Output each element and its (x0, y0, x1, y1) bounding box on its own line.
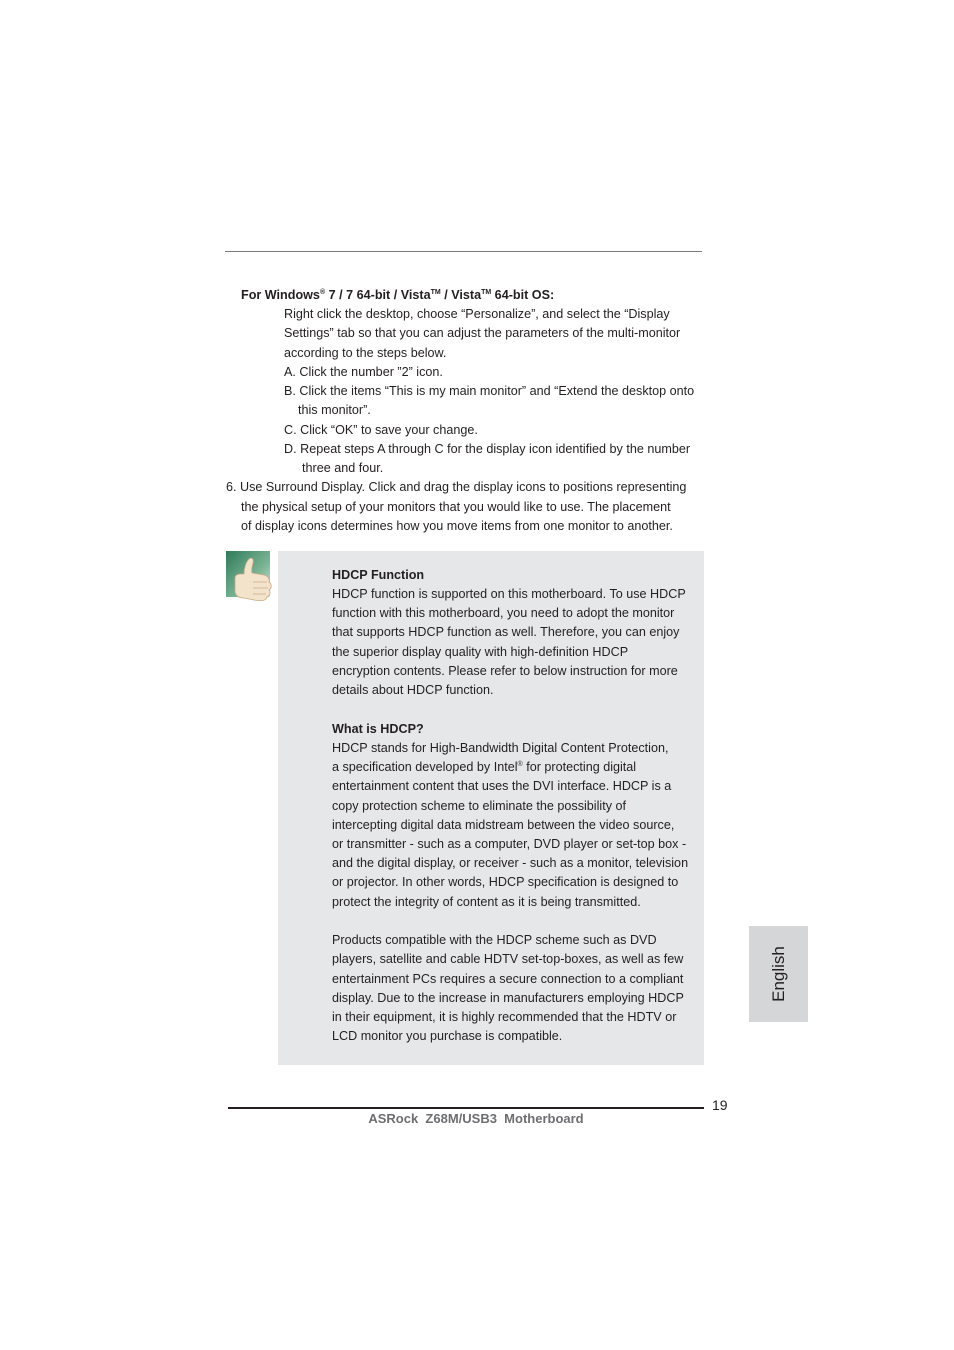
step-b: B. Click the items “This is my main monitor” and “Extend the desktop onto (284, 384, 695, 398)
note-line: protect the integrity of content as it is being transmitted. (332, 895, 641, 909)
note-line: entertainment PCs requires a secure connection to a compliant (332, 972, 684, 986)
note-line: HDCP function is supported on this motherboard. To use HDCP (332, 587, 686, 601)
note-line: function with this motherboard, you need to adopt the monitor (332, 606, 675, 620)
language-tab (749, 926, 808, 1022)
note-line: and the digital display, or receiver - such as a monitor, television (332, 856, 689, 870)
note-line: in their equipment, it is highly recommended that the HDTV or (332, 1010, 677, 1024)
step-c: C. Click “OK” to save your change. (284, 423, 478, 437)
what-is-hdcp-title: What is HDCP? (332, 722, 424, 736)
note-line: or transmitter - such as a computer, DVD player or set-top box - (332, 837, 687, 851)
body-line: Settings” tab so that you can adjust the parameters of the multi-monitor (284, 326, 681, 340)
note-line: display. Due to the increase in manufacturers employing HDCP (332, 991, 684, 1005)
note-line: or projector. In other words, HDCP specification is designed to (332, 875, 679, 889)
note-line: a specification developed by Intel® for protecting digital (332, 760, 637, 774)
note-line: HDCP stands for High-Bandwidth Digital Content Protection, (332, 741, 669, 755)
thumbs-up-icon (226, 551, 282, 603)
step-d: D. Repeat steps A through C for the display icon identified by the number (284, 442, 691, 456)
step6-line: the physical setup of your monitors that you would like to use. The placement (241, 500, 671, 514)
step6-line: of display icons determines how you move items from one monitor to another. (241, 519, 673, 533)
footer-divider (228, 1107, 704, 1109)
hdcp-function-title: HDCP Function (332, 568, 425, 582)
step-b-cont: this monitor”. (298, 403, 371, 417)
note-line: entertainment content that uses the DVI interface. HDCP is a (332, 779, 672, 793)
note-line: copy protection scheme to eliminate the possibility of (332, 799, 627, 813)
language-tab-label: English (768, 946, 788, 1002)
note-line: details about HDCP function. (332, 683, 494, 697)
body-line: according to the steps below. (284, 346, 447, 360)
step6-line: 6. Use Surround Display. Click and drag the display icons to positions representing (226, 480, 687, 494)
step-d-cont: three and four. (302, 461, 384, 475)
note-line: that supports HDCP function as well. Therefore, you can enjoy (332, 625, 680, 639)
note-line: Products compatible with the HDCP scheme such as DVD (332, 933, 657, 947)
note-line: the superior display quality with high-definition HDCP (332, 645, 629, 659)
top-divider (225, 251, 702, 252)
page-number: 19 (712, 1097, 728, 1113)
footer-title: ASRock Z68M/USB3 Motherboard (368, 1111, 584, 1126)
note-line: LCD monitor you purchase is compatible. (332, 1029, 563, 1043)
note-line: players, satellite and cable HDTV set-top-boxes, as well as few (332, 952, 684, 966)
note-line: encryption contents. Please refer to below instruction for more (332, 664, 678, 678)
step-a: A. Click the number ”2” icon. (284, 365, 443, 379)
body-line: Right click the desktop, choose “Personalize”, and select the “Display (284, 307, 670, 321)
note-line: intercepting digital data midstream between the video source, (332, 818, 675, 832)
windows-os-heading: For Windows® 7 / 7 64-bit / Vista™ / Vista™ 64-bit OS: (241, 288, 555, 302)
